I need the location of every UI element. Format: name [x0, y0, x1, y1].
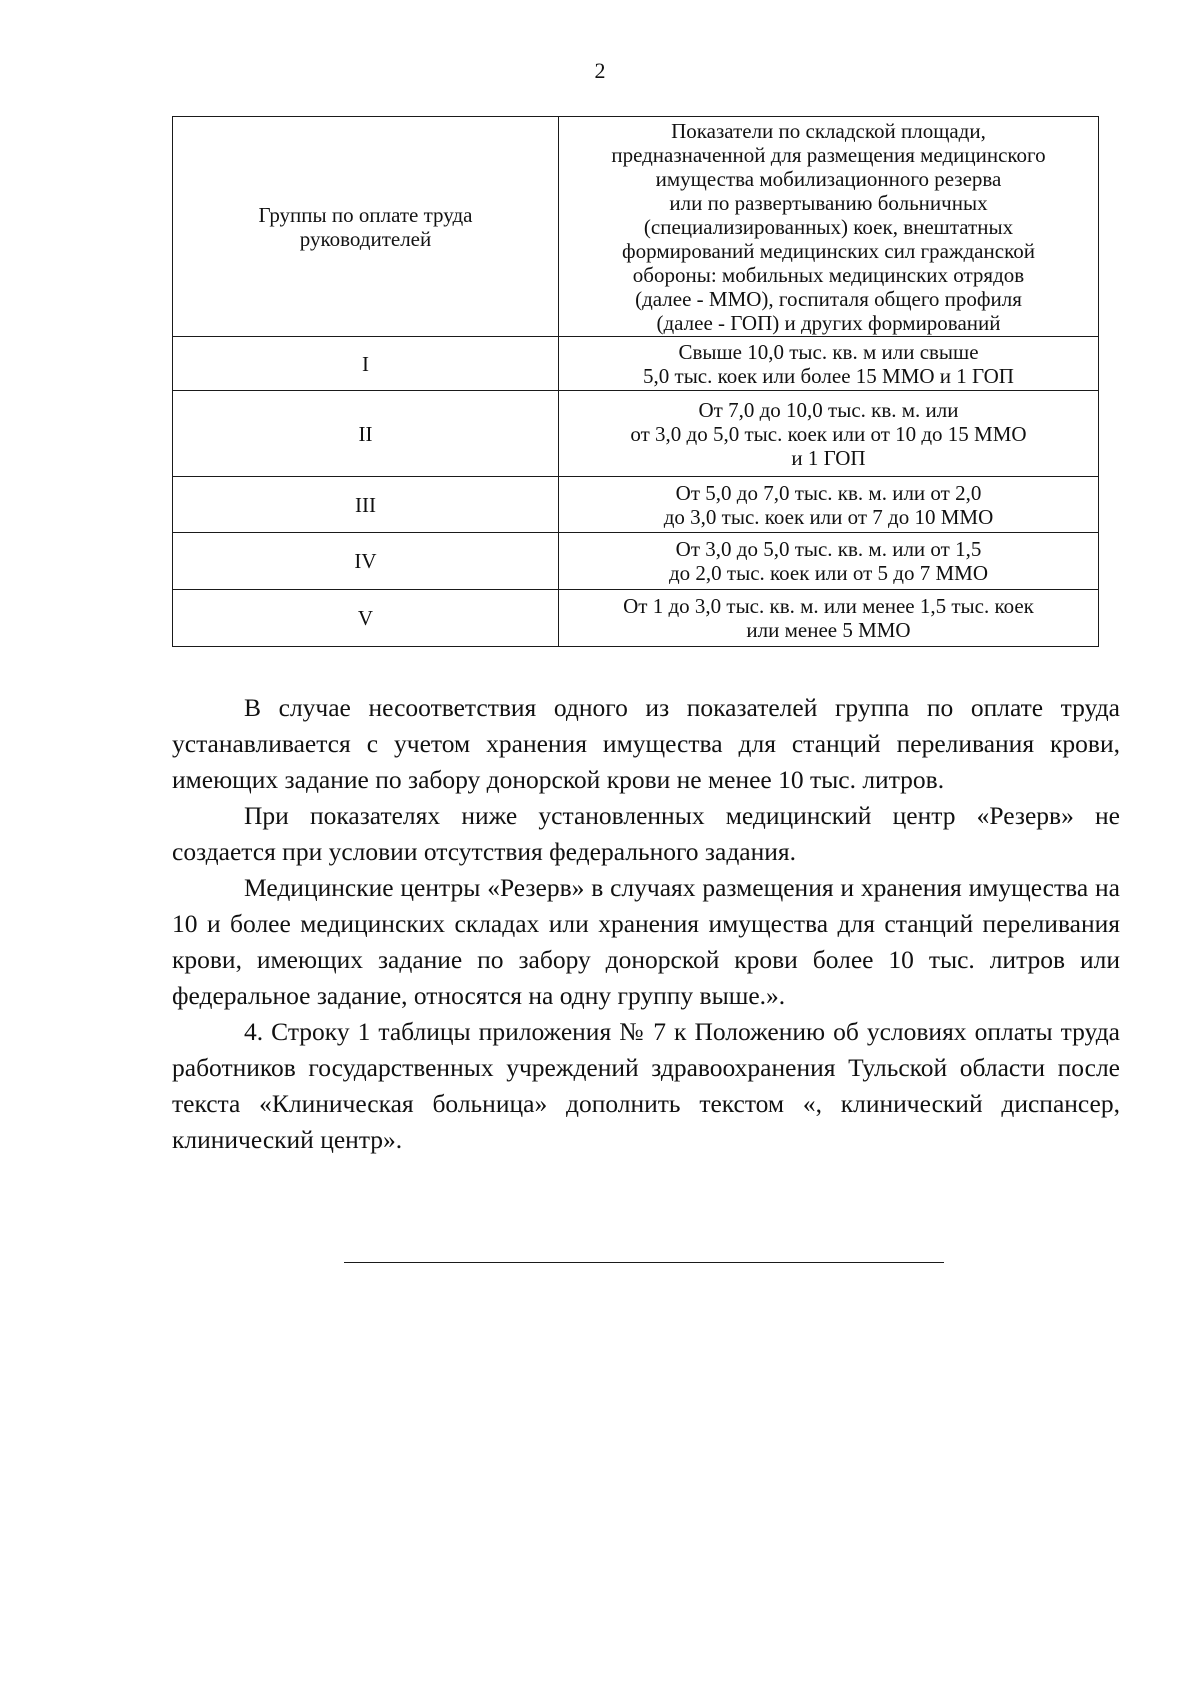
paragraph: В случае несоответствия одного из показателей группа по оплате труда устанавливается с учетом хранения имущества для станций переливания крови, имеющих задание по забору донорской крови не менее 10 тыс. литров. [172, 693, 1120, 794]
table-row [173, 477, 1099, 533]
paragraph: При показателях ниже установленных медицинский центр «Резерв» не создается при условии отсутствия федерального задания. [172, 801, 1120, 866]
page-number: 2 [594, 58, 606, 83]
table-row [173, 337, 1099, 391]
paragraph: 4. Строку 1 таблицы приложения № 7 к Положению об условиях оплаты труда работников государственных учреждений здравоохранения Тульской области после текста «Клиническая больница» дополнить текстом «, клинический диспансер, клинический центр». [172, 1017, 1120, 1154]
indicator-cell: От 7,0 до 10,0 тыс. кв. м. или от 3,0 до 5,0 тыс. коек или от 10 до 15 ММО и 1 ГОП [559, 391, 1099, 477]
indicator-cell: От 3,0 до 5,0 тыс. кв. м. или от 1,5 до 2,0 тыс. коек или от 5 до 7 ММО [559, 533, 1099, 590]
header-groups-cell: Группы по оплате труда руководителей [173, 117, 559, 337]
group-cell: V [173, 590, 559, 647]
table-row [173, 590, 1099, 647]
table-row [173, 391, 1099, 477]
indicator-cell: От 5,0 до 7,0 тыс. кв. м. или от 2,0 до 3,0 тыс. коек или от 7 до 10 ММО [559, 477, 1099, 533]
indicator-cell: Свыше 10,0 тыс. кв. м или свыше 5,0 тыс. коек или более 15 ММО и 1 ГОП [559, 337, 1099, 391]
group-cell: II [173, 391, 559, 477]
table-row [173, 533, 1099, 590]
body-text [172, 690, 1120, 1158]
paragraph: Медицинские центры «Резерв» в случаях размещения и хранения имущества на 10 и более медицинских складах или хранения имущества для станций переливания крови, имеющих задание по забору донорской крови более 10 тыс. литров или федеральное задание, относятся на одну группу выше.». [172, 873, 1120, 1010]
group-cell: IV [173, 533, 559, 590]
group-cell: I [173, 337, 559, 391]
group-cell: III [173, 477, 559, 533]
table-header-row [173, 117, 1099, 337]
pay-groups-table [172, 116, 1099, 647]
indicator-cell: От 1 до 3,0 тыс. кв. м. или менее 1,5 тыс. коек или менее 5 ММО [559, 590, 1099, 647]
header-indicators-cell: Показатели по складской площади, предназначенной для размещения медицинского имущества мобилизационного резерва или по развертыванию больничных (специализированных) коек, внештатных формирований медицинских сил гражданской обороны: мобильных медицинских отрядов (далее - ММО), госпиталя общего профиля (далее - ГОП) и других формирований [559, 117, 1099, 337]
end-separator-line [344, 1262, 944, 1263]
